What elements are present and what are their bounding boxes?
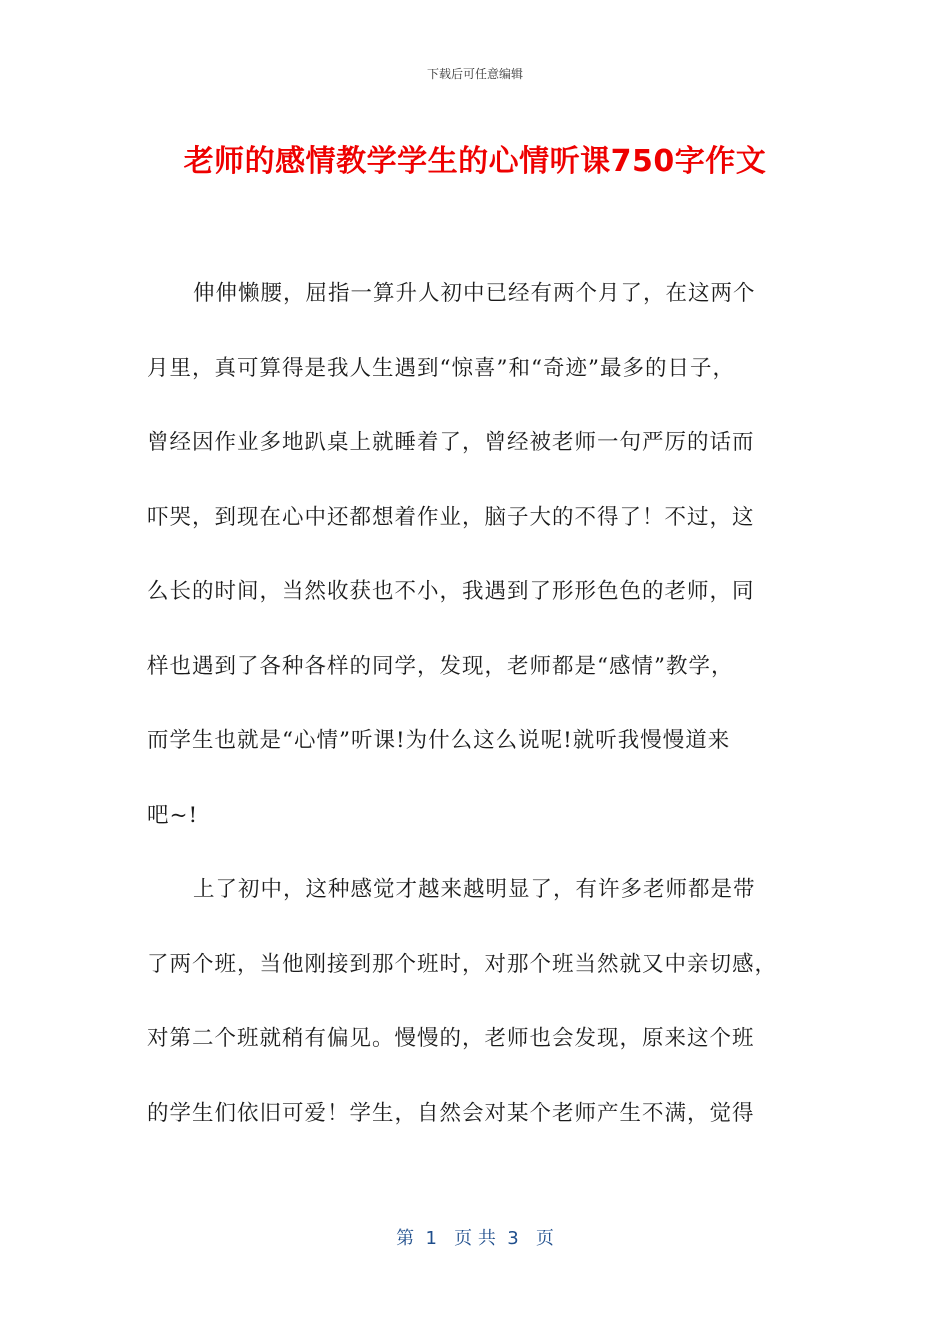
- paragraph-line: 么长的时间，当然收获也不小，我遇到了形形色色的老师，同: [147, 579, 755, 604]
- paragraph-line: 月里，真可算得是我人生遇到“惊喜”和“奇迹”最多的日子，: [147, 355, 735, 381]
- paragraph-line: 的学生们依旧可爱！学生，自然会对某个老师产生不满，觉得: [147, 1100, 755, 1126]
- paragraph-line: 而学生也就是“心情”听课!为什么这么说呢!就听我慢慢道来: [147, 728, 731, 753]
- paragraph-line: 了两个班，当他刚接到那个班时，对那个班当然就又中亲切感，: [147, 951, 778, 977]
- paragraph-line: 伸伸懒腰，屈指一算升人初中已经有两个月了，在这两个: [193, 281, 756, 306]
- paragraph-line: 吓哭，到现在心中还都想着作业，脑子大的不得了！不过，这: [147, 504, 755, 530]
- paragraph-line: 曾经因作业多地趴桌上就睡着了，曾经被老师一句严厉的话而: [147, 430, 755, 455]
- paragraph-line: 吧~!: [147, 802, 199, 828]
- paragraph-line: 对第二个班就稍有偏见。慢慢的，老师也会发现，原来这个班: [147, 1026, 755, 1051]
- paragraph-line: 样也遇到了各种各样的同学，发现，老师都是“感情”教学，: [147, 653, 734, 679]
- page-header-note: 下载后可任意编辑: [426, 67, 523, 81]
- page-title: 老师的感情教学学生的心情听课750字作文: [183, 144, 767, 179]
- document-body: [147, 257, 803, 1151]
- page-number: 第 1 页 共 3 页: [396, 1228, 554, 1249]
- paragraph-line: 上了初中，这种感觉才越来越明显了，有许多老师都是带: [193, 877, 756, 902]
